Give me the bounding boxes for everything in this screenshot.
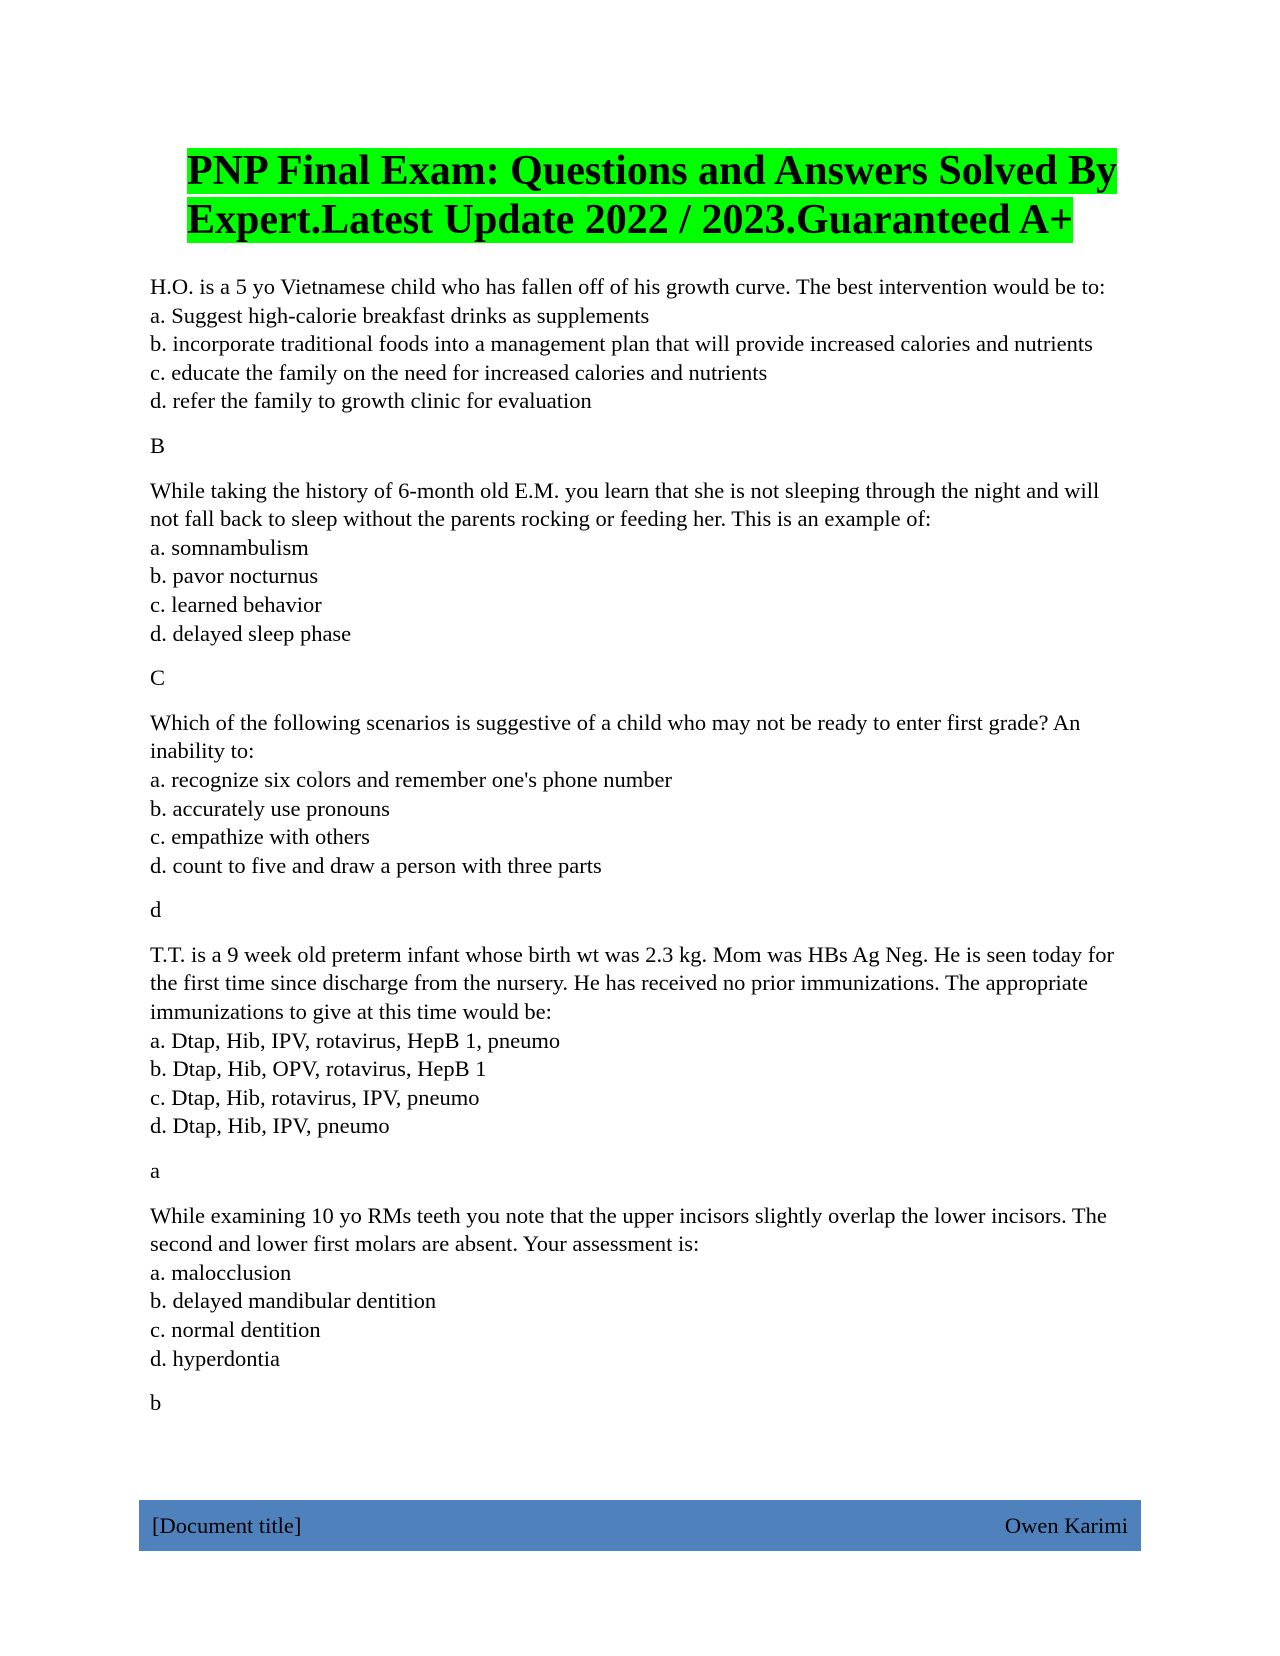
question-4 bbox=[150, 941, 1130, 1141]
option-d: d. count to five and draw a person with three parts bbox=[150, 852, 602, 878]
question-1 bbox=[150, 273, 1130, 416]
option-d: d. refer the family to growth clinic for evaluation bbox=[150, 388, 592, 414]
option-c: c. Dtap, Hib, rotavirus, IPV, pneumo bbox=[150, 1084, 480, 1110]
question-5 bbox=[150, 1202, 1130, 1374]
option-d: d. hyperdontia bbox=[150, 1345, 280, 1371]
answer-1: B bbox=[150, 432, 166, 458]
option-c: c. learned behavior bbox=[150, 591, 322, 617]
question-text: While taking the history of 6-month old E.M. you learn that she is not sleeping through the night and will not fall back to sleep without the parents rocking or feeding her. This is an example of: bbox=[150, 477, 1100, 532]
footer-document-title: [Document title] bbox=[152, 1513, 302, 1538]
document-title bbox=[187, 147, 1137, 245]
option-c: c. educate the family on the need for increased calories and nutrients bbox=[150, 359, 768, 385]
question-list bbox=[150, 273, 1130, 1434]
question-3 bbox=[150, 709, 1130, 881]
question-2 bbox=[150, 477, 1130, 649]
option-a: a. somnambulism bbox=[150, 534, 309, 560]
option-a: a. Suggest high-calorie breakfast drinks as supplements bbox=[150, 302, 650, 328]
option-c: c. normal dentition bbox=[150, 1317, 321, 1342]
page-footer bbox=[139, 1500, 1141, 1551]
option-b: b. Dtap, Hib, OPV, rotavirus, HepB 1 bbox=[150, 1056, 487, 1082]
answer-5: b bbox=[150, 1390, 162, 1416]
option-c: c. empathize with others bbox=[150, 824, 370, 850]
option-a: a. Dtap, Hib, IPV, rotavirus, HepB 1, pneumo bbox=[150, 1027, 561, 1053]
question-text: H.O. is a 5 yo Vietnamese child who has fallen off of his growth curve. The best intervention would be to: bbox=[150, 274, 1106, 299]
question-text: Which of the following scenarios is suggestive of a child who may not be ready to enter first grade? An inability to: bbox=[150, 709, 1081, 764]
answer-4: a bbox=[150, 1158, 160, 1184]
document-title-text: PNP Final Exam: Questions and Answers Solved By Expert.Latest Update 2022 / 2023.Guaranteed A+ bbox=[187, 148, 1117, 243]
option-b: b. accurately use pronouns bbox=[150, 795, 390, 821]
answer-2: C bbox=[150, 665, 166, 691]
option-a: a. malocclusion bbox=[150, 1259, 292, 1285]
option-b: b. pavor nocturnus bbox=[150, 563, 319, 589]
question-text: T.T. is a 9 week old preterm infant whose birth wt was 2.3 kg. Mom was HBs Ag Neg. He is seen today for the first time since discharge from the nursery. He has received no prior immunizations. The appropriate immunizations to give at this time would be: bbox=[150, 941, 1114, 1025]
question-text: While examining 10 yo RMs teeth you note that the upper incisors slightly overlap the lower incisors. The second and lower first molars are absent. Your assessment is: bbox=[150, 1202, 1107, 1257]
footer-author: Owen Karimi bbox=[1004, 1513, 1128, 1538]
option-b: b. delayed mandibular dentition bbox=[150, 1288, 437, 1314]
option-b: b. incorporate traditional foods into a management plan that will provide increased calories and nutrients bbox=[150, 331, 1093, 357]
option-a: a. recognize six colors and remember one's phone number bbox=[150, 766, 672, 792]
option-d: d. delayed sleep phase bbox=[150, 620, 352, 646]
answer-3: d bbox=[150, 897, 162, 923]
option-d: d. Dtap, Hib, IPV, pneumo bbox=[150, 1113, 390, 1139]
